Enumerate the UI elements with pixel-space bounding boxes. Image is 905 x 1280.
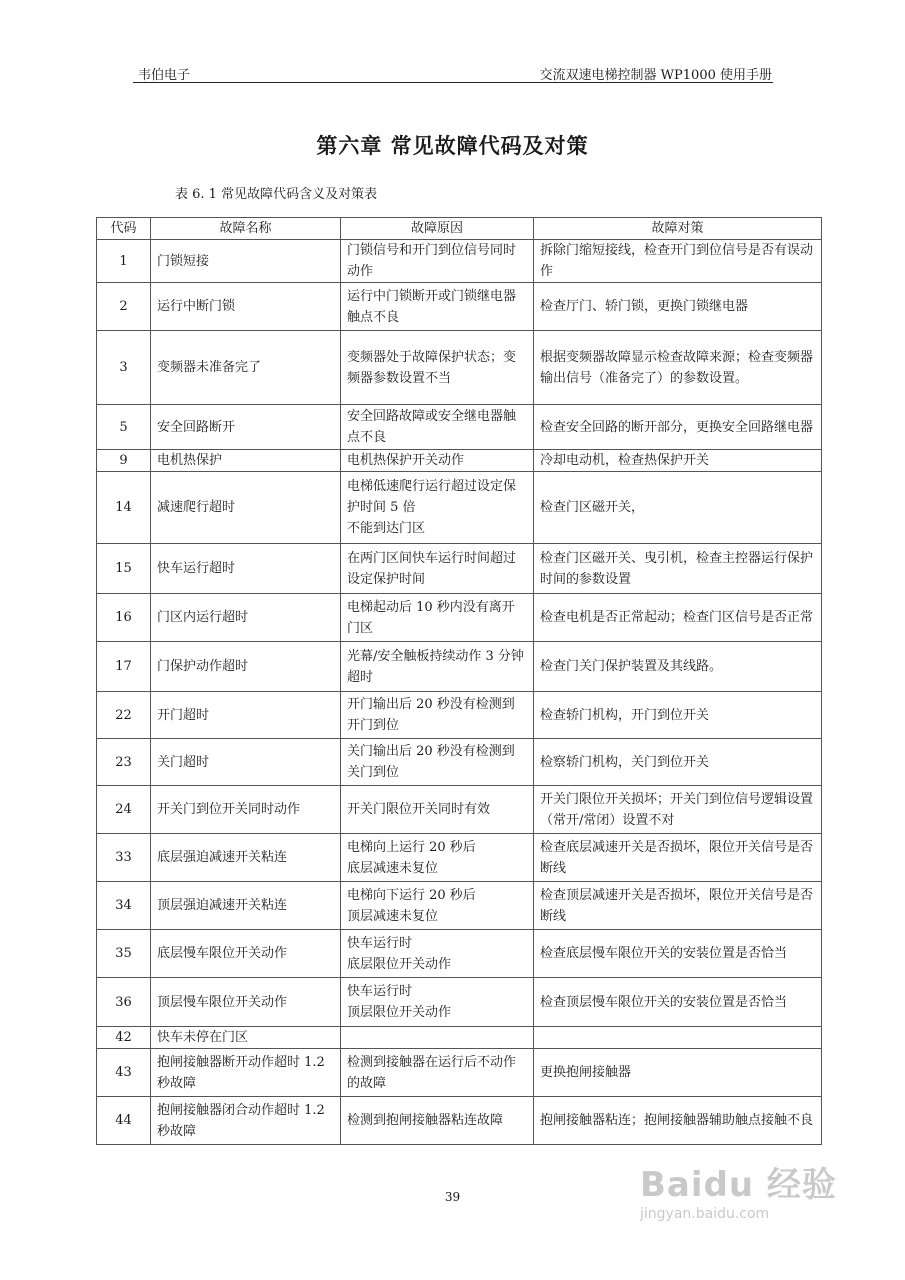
cell-fault-action: 检查顶层减速开关是否损坏，限位开关信号是否断线	[534, 882, 822, 930]
column-header-name: 故障名称	[151, 218, 341, 240]
chapter-title: 第六章 常见故障代码及对策	[316, 134, 589, 158]
cell-fault-cause	[341, 1027, 534, 1049]
cell-fault-cause: 光幕/安全触板持续动作 3 分钟超时	[341, 642, 534, 692]
table-row	[97, 739, 822, 786]
cell-fault-action: 拆除门缩短接线，检查开门到位信号是否有误动作	[534, 240, 822, 283]
table-row	[97, 472, 822, 544]
cell-fault-cause: 电梯低速爬行运行超过设定保护时间 5 倍 不能到达门区	[341, 472, 534, 544]
cell-fault-action: 检查安全回路的断开部分，更换安全回路继电器	[534, 405, 822, 450]
cell-fault-cause: 关门输出后 20 秒没有检测到关门到位	[341, 739, 534, 786]
cell-fault-name: 开关门到位开关同时动作	[151, 786, 341, 834]
cell-code: 42	[97, 1027, 151, 1049]
cell-code: 14	[97, 472, 151, 544]
table-row	[97, 405, 822, 450]
cell-fault-cause: 电梯起动后 10 秒内没有离开门区	[341, 594, 534, 642]
cell-fault-action: 开关门限位开关损坏；开关门到位信号逻辑设置（常开/常闭）设置不对	[534, 786, 822, 834]
cell-fault-name: 门锁短接	[151, 240, 341, 283]
table-row	[97, 240, 822, 283]
header-company: 韦伯电子	[138, 68, 191, 83]
cell-fault-action: 更换抱闸接触器	[534, 1049, 822, 1097]
cell-fault-name: 开门超时	[151, 692, 341, 739]
cell-fault-action: 根据变频器故障显示检查故障来源；检查变频器输出信号（准备完了）的参数设置。	[534, 331, 822, 405]
cell-code: 36	[97, 978, 151, 1027]
watermark-url: jingyan.baidu.com	[640, 1206, 770, 1222]
cell-code: 33	[97, 834, 151, 882]
baidu-jingyan-watermark	[640, 1165, 850, 1245]
cell-fault-name: 顶层慢车限位开关动作	[151, 978, 341, 1027]
cell-fault-name: 减速爬行超时	[151, 472, 341, 544]
cell-code: 34	[97, 882, 151, 930]
table-row	[97, 1049, 822, 1097]
cell-fault-name: 顶层强迫减速开关粘连	[151, 882, 341, 930]
table-row	[97, 834, 822, 882]
table-row	[97, 1097, 822, 1145]
cell-fault-action: 检查电机是否正常起动；检查门区信号是否正常	[534, 594, 822, 642]
cell-fault-action: 抱闸接触器粘连；抱闸接触器辅助触点接触不良	[534, 1097, 822, 1145]
cell-fault-action: 检查厅门、轿门锁，更换门锁继电器	[534, 283, 822, 331]
cell-fault-name: 快车未停在门区	[151, 1027, 341, 1049]
cell-code: 2	[97, 283, 151, 331]
cell-fault-name: 门区内运行超时	[151, 594, 341, 642]
cell-fault-name: 抱闸接触器闭合动作超时 1.2 秒故障	[151, 1097, 341, 1145]
cell-fault-cause: 电梯向下运行 20 秒后 顶层减速未复位	[341, 882, 534, 930]
table-row	[97, 930, 822, 978]
table-row	[97, 450, 822, 472]
cell-code: 5	[97, 405, 151, 450]
column-header-cause: 故障原因	[341, 218, 534, 240]
cell-fault-cause: 开关门限位开关同时有效	[341, 786, 534, 834]
cell-fault-cause: 快车运行时 底层限位开关动作	[341, 930, 534, 978]
cell-fault-name: 变频器未准备完了	[151, 331, 341, 405]
cell-fault-action: 检查门关门保护装置及其线路。	[534, 642, 822, 692]
table-body	[97, 240, 822, 1145]
cell-code: 15	[97, 544, 151, 594]
cell-fault-cause: 在两门区间快车运行时间超过设定保护时间	[341, 544, 534, 594]
table-caption: 表 6. 1 常见故障代码含义及对策表	[175, 187, 378, 202]
fault-code-table	[96, 217, 822, 1145]
cell-fault-cause: 电机热保护开关动作	[341, 450, 534, 472]
cell-code: 17	[97, 642, 151, 692]
cell-fault-cause: 检测到接触器在运行后不动作的故障	[341, 1049, 534, 1097]
cell-code: 43	[97, 1049, 151, 1097]
cell-fault-name: 电机热保护	[151, 450, 341, 472]
cell-fault-action: 检察轿门机构，关门到位开关	[534, 739, 822, 786]
cell-fault-cause: 快车运行时 顶层限位开关动作	[341, 978, 534, 1027]
cell-fault-action: 检查门区磁开关、曳引机，检查主控器运行保护时间的参数设置	[534, 544, 822, 594]
cell-fault-name: 关门超时	[151, 739, 341, 786]
cell-fault-cause: 运行中门锁断开或门锁继电器触点不良	[341, 283, 534, 331]
cell-code: 44	[97, 1097, 151, 1145]
column-header-action: 故障对策	[534, 218, 822, 240]
cell-fault-name: 运行中断门锁	[151, 283, 341, 331]
cell-fault-action: 检查顶层慢车限位开关的安装位置是否恰当	[534, 978, 822, 1027]
cell-fault-name: 底层慢车限位开关动作	[151, 930, 341, 978]
table-row	[97, 544, 822, 594]
cell-fault-name: 底层强迫减速开关粘连	[151, 834, 341, 882]
cell-fault-name: 快车运行超时	[151, 544, 341, 594]
cell-fault-name: 安全回路断开	[151, 405, 341, 450]
cell-fault-name: 门保护动作超时	[151, 642, 341, 692]
table-row	[97, 283, 822, 331]
cell-code: 16	[97, 594, 151, 642]
cell-fault-action: 检查门区磁开关，	[534, 472, 822, 544]
table-row	[97, 692, 822, 739]
header-manual-title: 交流双速电梯控制器 WP1000 使用手册	[539, 68, 772, 83]
table-row	[97, 786, 822, 834]
cell-fault-cause: 开门输出后 20 秒没有检测到开门到位	[341, 692, 534, 739]
table-row	[97, 331, 822, 405]
table-row	[97, 642, 822, 692]
cell-code: 35	[97, 930, 151, 978]
header-divider	[133, 82, 773, 83]
table-row	[97, 882, 822, 930]
cell-code: 22	[97, 692, 151, 739]
column-header-code: 代码	[97, 218, 151, 240]
cell-fault-cause: 电梯向上运行 20 秒后 底层减速未复位	[341, 834, 534, 882]
cell-fault-action: 检查底层慢车限位开关的安装位置是否恰当	[534, 930, 822, 978]
cell-fault-cause: 门锁信号和开门到位信号同时动作	[341, 240, 534, 283]
table-row	[97, 594, 822, 642]
cell-fault-action: 检查底层减速开关是否损坏，限位开关信号是否断线	[534, 834, 822, 882]
cell-fault-cause: 检测到抱闸接触器粘连故障	[341, 1097, 534, 1145]
cell-fault-action	[534, 1027, 822, 1049]
cell-code: 23	[97, 739, 151, 786]
cell-fault-cause: 变频器处于故障保护状态；变频器参数设置不当	[341, 331, 534, 405]
table-header-row	[97, 218, 822, 240]
cell-code: 3	[97, 331, 151, 405]
table-row	[97, 1027, 822, 1049]
cell-fault-action: 检查轿门机构，开门到位开关	[534, 692, 822, 739]
watermark-logo: Baidu 经验	[640, 1165, 837, 1205]
cell-code: 9	[97, 450, 151, 472]
cell-code: 1	[97, 240, 151, 283]
table-row	[97, 978, 822, 1027]
page-number: 39	[444, 1190, 461, 1204]
cell-fault-action: 冷却电动机，检查热保护开关	[534, 450, 822, 472]
cell-fault-cause: 安全回路故障或安全继电器触点不良	[341, 405, 534, 450]
cell-code: 24	[97, 786, 151, 834]
cell-fault-name: 抱闸接触器断开动作超时 1.2 秒故障	[151, 1049, 341, 1097]
